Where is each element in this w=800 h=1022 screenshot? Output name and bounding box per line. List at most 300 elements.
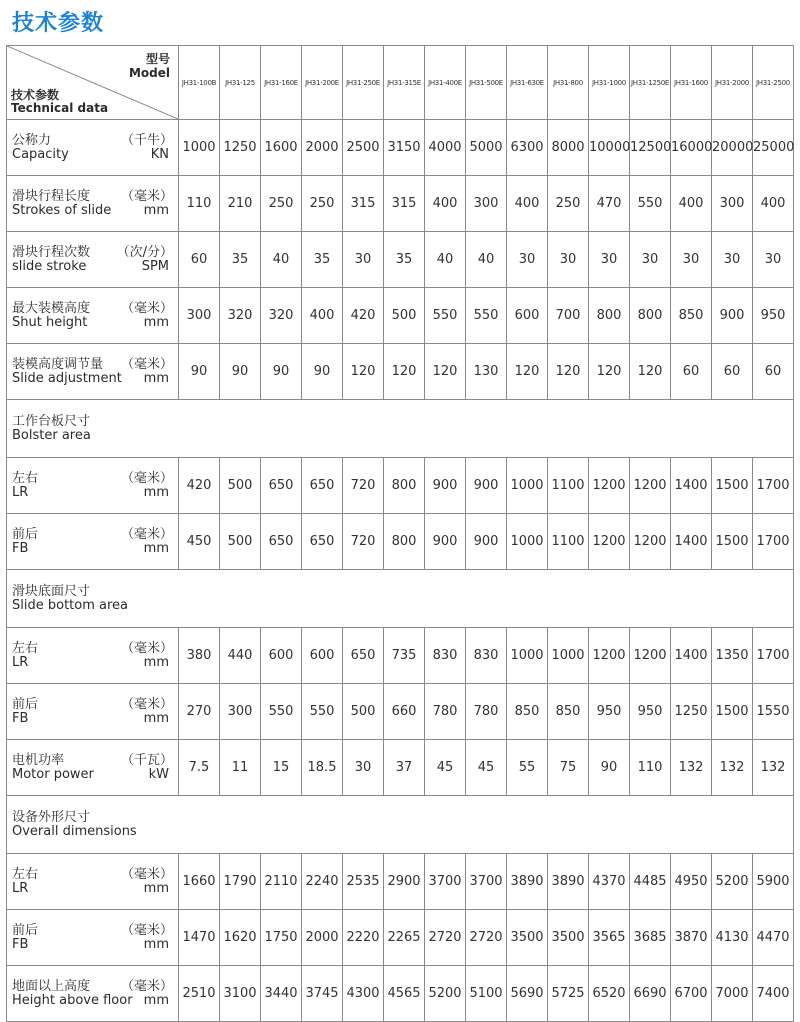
value-cell: 132	[712, 740, 753, 796]
data-row	[7, 344, 794, 400]
value-cell: 800	[384, 514, 425, 570]
value-cell: 3500	[548, 910, 589, 966]
value-cell: 4370	[589, 854, 630, 910]
value-cell: 470	[589, 176, 630, 232]
unit-zh: （毫米）	[120, 697, 173, 712]
value-cell: 650	[302, 458, 343, 514]
value-cell: 210	[220, 176, 261, 232]
value-cell: 3500	[507, 910, 548, 966]
value-cell: 250	[302, 176, 343, 232]
value-cell: 60	[179, 232, 220, 288]
value-cell: 1200	[630, 458, 671, 514]
row-label-cell	[7, 854, 179, 910]
data-row	[7, 232, 794, 288]
value-cell: 660	[384, 684, 425, 740]
unit-en: mm	[143, 881, 169, 896]
value-cell: 1000	[507, 628, 548, 684]
value-cell: 315	[343, 176, 384, 232]
section-title-en: Slide bottom area	[12, 598, 128, 613]
param-name-en: Capacity	[12, 147, 69, 162]
value-cell: 250	[548, 176, 589, 232]
row-label-cell	[7, 684, 179, 740]
value-cell: 400	[753, 176, 794, 232]
value-cell: 40	[425, 232, 466, 288]
value-cell: 1550	[753, 684, 794, 740]
value-cell: 2900	[384, 854, 425, 910]
value-cell: 6300	[507, 120, 548, 176]
value-cell: 300	[712, 176, 753, 232]
section-title-zh: 设备外形尺寸	[12, 810, 91, 825]
section-title-en: Bolster area	[12, 428, 91, 443]
value-cell: 380	[179, 628, 220, 684]
value-cell: 60	[712, 344, 753, 400]
value-cell: 950	[589, 684, 630, 740]
unit-en: kW	[148, 767, 169, 782]
data-row	[7, 176, 794, 232]
value-cell: 300	[220, 684, 261, 740]
value-cell: 1100	[548, 514, 589, 570]
model-header-cell: JH31-2500	[753, 46, 794, 120]
value-cell: 440	[220, 628, 261, 684]
value-cell: 450	[179, 514, 220, 570]
value-cell: 830	[425, 628, 466, 684]
model-header-cell: JH31-125	[220, 46, 261, 120]
row-label-cell	[7, 176, 179, 232]
value-cell: 7000	[712, 966, 753, 1022]
value-cell: 900	[466, 458, 507, 514]
value-cell: 25000	[753, 120, 794, 176]
value-cell: 420	[343, 288, 384, 344]
model-header-cell: JH31-100B	[179, 46, 220, 120]
param-name-zh: 前后	[12, 697, 39, 712]
value-cell: 320	[261, 288, 302, 344]
value-cell: 2535	[343, 854, 384, 910]
value-cell: 120	[589, 344, 630, 400]
value-cell: 4470	[753, 910, 794, 966]
value-cell: 650	[343, 628, 384, 684]
data-row	[7, 854, 794, 910]
value-cell: 15	[261, 740, 302, 796]
value-cell: 1750	[261, 910, 302, 966]
value-cell: 4300	[343, 966, 384, 1022]
value-cell: 30	[671, 232, 712, 288]
value-cell: 900	[712, 288, 753, 344]
value-cell: 132	[753, 740, 794, 796]
data-row	[7, 628, 794, 684]
row-label-cell	[7, 288, 179, 344]
value-cell: 90	[179, 344, 220, 400]
value-cell: 500	[343, 684, 384, 740]
value-cell: 650	[302, 514, 343, 570]
row-label-cell	[7, 740, 179, 796]
value-cell: 30	[343, 232, 384, 288]
section-title-zh: 工作台板尺寸	[12, 414, 91, 429]
model-header-cell: JH31-630E	[507, 46, 548, 120]
value-cell: 12500	[630, 120, 671, 176]
param-name-zh: 电机功率	[12, 753, 65, 768]
value-cell: 30	[712, 232, 753, 288]
unit-zh: （千牛）	[120, 133, 173, 148]
value-cell: 550	[425, 288, 466, 344]
model-header-cell: JH31-1600	[671, 46, 712, 120]
param-name-en: Height above floor	[12, 993, 133, 1008]
value-cell: 3565	[589, 910, 630, 966]
param-name-zh: 左右	[12, 471, 39, 486]
value-cell: 1620	[220, 910, 261, 966]
unit-zh: （毫米）	[120, 923, 173, 938]
value-cell: 1250	[671, 684, 712, 740]
param-name-en: FB	[12, 937, 29, 952]
value-cell: 550	[261, 684, 302, 740]
value-cell: 550	[466, 288, 507, 344]
value-cell: 550	[302, 684, 343, 740]
tech-data-label-zh: 技术参数	[11, 88, 60, 102]
row-label-cell	[7, 232, 179, 288]
value-cell: 400	[302, 288, 343, 344]
param-name-en: LR	[12, 881, 29, 896]
param-name-zh: 滑块行程长度	[12, 189, 91, 204]
param-name-en: Shut height	[12, 315, 88, 330]
value-cell: 1500	[712, 458, 753, 514]
value-cell: 40	[466, 232, 507, 288]
data-row	[7, 458, 794, 514]
corner-header-cell	[7, 46, 179, 120]
param-name-zh: 地面以上高度	[12, 979, 91, 994]
value-cell: 550	[630, 176, 671, 232]
value-cell: 90	[302, 344, 343, 400]
param-name-zh: 滑块行程次数	[12, 245, 91, 260]
param-name-zh: 前后	[12, 923, 39, 938]
value-cell: 400	[671, 176, 712, 232]
value-cell: 2500	[343, 120, 384, 176]
value-cell: 120	[630, 344, 671, 400]
param-name-zh: 装模高度调节量	[12, 357, 104, 372]
unit-en: mm	[143, 541, 169, 556]
unit-zh: （千瓦）	[120, 753, 173, 768]
param-name-zh: 左右	[12, 867, 39, 882]
unit-en: mm	[143, 711, 169, 726]
value-cell: 3890	[548, 854, 589, 910]
value-cell: 650	[261, 458, 302, 514]
value-cell: 1400	[671, 628, 712, 684]
model-header-cell: JH31-160E	[261, 46, 302, 120]
value-cell: 2000	[302, 120, 343, 176]
value-cell: 5690	[507, 966, 548, 1022]
param-name-zh: 最大装模高度	[12, 301, 91, 316]
unit-zh: （毫米）	[120, 979, 173, 994]
value-cell: 6700	[671, 966, 712, 1022]
unit-en: mm	[143, 937, 169, 952]
unit-zh: （毫米）	[120, 527, 173, 542]
param-name-en: LR	[12, 485, 29, 500]
value-cell: 900	[425, 458, 466, 514]
value-cell: 1660	[179, 854, 220, 910]
value-cell: 5200	[712, 854, 753, 910]
value-cell: 850	[507, 684, 548, 740]
value-cell: 30	[753, 232, 794, 288]
param-name-en: Motor power	[12, 767, 94, 782]
value-cell: 30	[630, 232, 671, 288]
value-cell: 35	[384, 232, 425, 288]
value-cell: 1790	[220, 854, 261, 910]
value-cell: 650	[261, 514, 302, 570]
value-cell: 2000	[302, 910, 343, 966]
param-name-en: FB	[12, 541, 29, 556]
unit-en: mm	[143, 371, 169, 386]
value-cell: 500	[220, 514, 261, 570]
value-cell: 10000	[589, 120, 630, 176]
value-cell: 35	[302, 232, 343, 288]
value-cell: 2510	[179, 966, 220, 1022]
value-cell: 4130	[712, 910, 753, 966]
value-cell: 830	[466, 628, 507, 684]
value-cell: 30	[343, 740, 384, 796]
param-name-zh: 左右	[12, 641, 39, 656]
value-cell: 5900	[753, 854, 794, 910]
data-row	[7, 120, 794, 176]
model-header-cell: JH31-400E	[425, 46, 466, 120]
value-cell: 1700	[753, 628, 794, 684]
value-cell: 780	[466, 684, 507, 740]
value-cell: 300	[179, 288, 220, 344]
value-cell: 5100	[466, 966, 507, 1022]
section-row	[7, 796, 794, 854]
value-cell: 120	[507, 344, 548, 400]
value-cell: 1700	[753, 514, 794, 570]
value-cell: 45	[466, 740, 507, 796]
value-cell: 130	[466, 344, 507, 400]
value-cell: 3685	[630, 910, 671, 966]
value-cell: 900	[425, 514, 466, 570]
value-cell: 3700	[425, 854, 466, 910]
value-cell: 1000	[179, 120, 220, 176]
param-name-en: LR	[12, 655, 29, 670]
value-cell: 120	[425, 344, 466, 400]
row-label-cell	[7, 910, 179, 966]
unit-en: mm	[143, 203, 169, 218]
model-header-cell: JH31-800	[548, 46, 589, 120]
value-cell: 420	[179, 458, 220, 514]
value-cell: 4565	[384, 966, 425, 1022]
model-header-cell: JH31-250E	[343, 46, 384, 120]
section-row	[7, 570, 794, 628]
unit-zh: （毫米）	[120, 867, 173, 882]
value-cell: 16000	[671, 120, 712, 176]
unit-zh: （毫米）	[120, 641, 173, 656]
model-header-cell: JH31-315E	[384, 46, 425, 120]
row-label-cell	[7, 344, 179, 400]
unit-zh: （毫米）	[120, 471, 173, 486]
param-name-en: slide stroke	[12, 259, 87, 274]
value-cell: 500	[220, 458, 261, 514]
value-cell: 800	[384, 458, 425, 514]
value-cell: 2110	[261, 854, 302, 910]
value-cell: 30	[507, 232, 548, 288]
value-cell: 120	[384, 344, 425, 400]
unit-en: mm	[143, 993, 169, 1008]
model-header-cell: JH31-200E	[302, 46, 343, 120]
value-cell: 950	[630, 684, 671, 740]
value-cell: 4485	[630, 854, 671, 910]
unit-en: KN	[150, 147, 169, 162]
value-cell: 37	[384, 740, 425, 796]
value-cell: 3150	[384, 120, 425, 176]
value-cell: 2240	[302, 854, 343, 910]
model-header-cell: JH31-1250E	[630, 46, 671, 120]
section-cell	[7, 796, 794, 854]
value-cell: 3440	[261, 966, 302, 1022]
value-cell: 7400	[753, 966, 794, 1022]
model-header-cell: JH31-500E	[466, 46, 507, 120]
value-cell: 4000	[425, 120, 466, 176]
spec-table	[6, 45, 794, 1022]
value-cell: 300	[466, 176, 507, 232]
param-name-en: Slide adjustment	[12, 371, 122, 386]
value-cell: 30	[548, 232, 589, 288]
value-cell: 5200	[425, 966, 466, 1022]
value-cell: 35	[220, 232, 261, 288]
unit-zh: （毫米）	[120, 357, 173, 372]
model-header-cell: JH31-1000	[589, 46, 630, 120]
value-cell: 315	[384, 176, 425, 232]
value-cell: 270	[179, 684, 220, 740]
data-row	[7, 514, 794, 570]
value-cell: 60	[671, 344, 712, 400]
value-cell: 1200	[589, 514, 630, 570]
value-cell: 6690	[630, 966, 671, 1022]
model-header-cell: JH31-2000	[712, 46, 753, 120]
value-cell: 1350	[712, 628, 753, 684]
value-cell: 250	[261, 176, 302, 232]
unit-en: SPM	[141, 259, 169, 274]
value-cell: 600	[302, 628, 343, 684]
value-cell: 500	[384, 288, 425, 344]
value-cell: 3890	[507, 854, 548, 910]
value-cell: 400	[425, 176, 466, 232]
value-cell: 1600	[261, 120, 302, 176]
value-cell: 1500	[712, 684, 753, 740]
value-cell: 600	[261, 628, 302, 684]
value-cell: 720	[343, 458, 384, 514]
header-row	[7, 46, 794, 120]
value-cell: 20000	[712, 120, 753, 176]
value-cell: 55	[507, 740, 548, 796]
value-cell: 4950	[671, 854, 712, 910]
value-cell: 30	[589, 232, 630, 288]
value-cell: 400	[507, 176, 548, 232]
value-cell: 780	[425, 684, 466, 740]
value-cell: 1000	[507, 514, 548, 570]
value-cell: 1400	[671, 458, 712, 514]
value-cell: 1400	[671, 514, 712, 570]
value-cell: 90	[261, 344, 302, 400]
value-cell: 2220	[343, 910, 384, 966]
value-cell: 90	[589, 740, 630, 796]
value-cell: 1000	[548, 628, 589, 684]
value-cell: 110	[630, 740, 671, 796]
value-cell: 8000	[548, 120, 589, 176]
value-cell: 600	[507, 288, 548, 344]
value-cell: 90	[220, 344, 261, 400]
value-cell: 132	[671, 740, 712, 796]
value-cell: 3870	[671, 910, 712, 966]
value-cell: 1470	[179, 910, 220, 966]
value-cell: 75	[548, 740, 589, 796]
param-name-en: FB	[12, 711, 29, 726]
value-cell: 1200	[589, 628, 630, 684]
section-row	[7, 400, 794, 458]
value-cell: 900	[466, 514, 507, 570]
tech-data-label-en: Technical data	[11, 101, 109, 115]
value-cell: 5725	[548, 966, 589, 1022]
value-cell: 2720	[425, 910, 466, 966]
value-cell: 40	[261, 232, 302, 288]
data-row	[7, 966, 794, 1022]
param-name-en: Strokes of slide	[12, 203, 112, 218]
value-cell: 120	[343, 344, 384, 400]
value-cell: 1000	[507, 458, 548, 514]
section-title-zh: 滑块底面尺寸	[12, 584, 91, 599]
value-cell: 850	[671, 288, 712, 344]
unit-zh: （毫米）	[120, 301, 173, 316]
data-row	[7, 740, 794, 796]
page-title: 技术参数	[12, 11, 105, 36]
value-cell: 3745	[302, 966, 343, 1022]
data-row	[7, 684, 794, 740]
row-label-cell	[7, 120, 179, 176]
data-row	[7, 288, 794, 344]
value-cell: 800	[630, 288, 671, 344]
unit-zh: （毫米）	[120, 189, 173, 204]
value-cell: 60	[753, 344, 794, 400]
value-cell: 110	[179, 176, 220, 232]
section-cell	[7, 570, 794, 628]
row-label-cell	[7, 628, 179, 684]
value-cell: 1100	[548, 458, 589, 514]
value-cell: 7.5	[179, 740, 220, 796]
value-cell: 320	[220, 288, 261, 344]
unit-zh: （次/分）	[116, 245, 173, 260]
value-cell: 800	[589, 288, 630, 344]
section-cell	[7, 400, 794, 458]
value-cell: 6520	[589, 966, 630, 1022]
value-cell: 2265	[384, 910, 425, 966]
param-name-zh: 前后	[12, 527, 39, 542]
value-cell: 1200	[630, 514, 671, 570]
value-cell: 3700	[466, 854, 507, 910]
value-cell: 11	[220, 740, 261, 796]
value-cell: 45	[425, 740, 466, 796]
value-cell: 120	[548, 344, 589, 400]
model-label-zh: 型号	[145, 52, 170, 66]
value-cell: 700	[548, 288, 589, 344]
section-title-en: Overall dimensions	[12, 824, 137, 839]
model-label-en: Model	[128, 66, 170, 80]
value-cell: 1700	[753, 458, 794, 514]
value-cell: 950	[753, 288, 794, 344]
unit-en: mm	[143, 655, 169, 670]
value-cell: 5000	[466, 120, 507, 176]
value-cell: 1250	[220, 120, 261, 176]
value-cell: 18.5	[302, 740, 343, 796]
unit-en: mm	[143, 485, 169, 500]
data-row	[7, 910, 794, 966]
value-cell: 1500	[712, 514, 753, 570]
value-cell: 2720	[466, 910, 507, 966]
row-label-cell	[7, 458, 179, 514]
value-cell: 850	[548, 684, 589, 740]
unit-en: mm	[143, 315, 169, 330]
